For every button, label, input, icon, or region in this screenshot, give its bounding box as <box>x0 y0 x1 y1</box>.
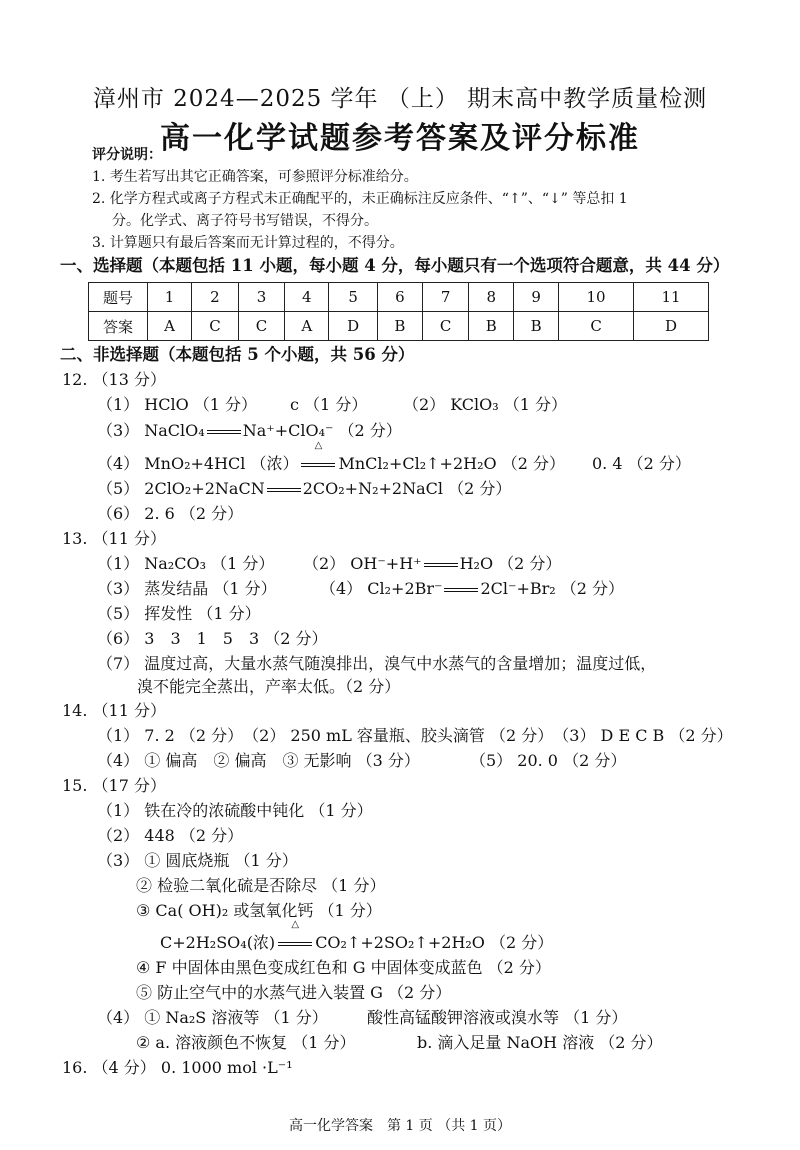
q15-equation <box>160 919 554 954</box>
equal-sign-icon <box>278 942 312 946</box>
q12-heading: 12. （13 分） <box>62 370 166 389</box>
note-2-line1: 2. 化学方程式或离子方程式未正确配平的，未正确标注反应条件、“↑”、“↓” 等总扣 1 <box>92 191 628 207</box>
section1-title: 一、选择题（本题包括 11 小题，每小题 4 分，每小题只有一个选项符合题意，共 44 分） <box>60 256 730 275</box>
q15-heading: 15. （17 分） <box>62 776 166 795</box>
q12-part3 <box>97 420 402 442</box>
q13-part2-product: H₂O （2 分） <box>459 554 562 573</box>
q15-part3-5: ⑤ 防止空气中的水蒸气进入装置 G （2 分） <box>136 983 452 1002</box>
question-number: 8 <box>469 283 514 312</box>
question-number: 5 <box>329 283 378 312</box>
question-number: 9 <box>514 283 559 312</box>
question-number: 1 <box>148 283 192 312</box>
answer-cell: A <box>148 312 192 341</box>
note-1: 1. 考生若写出其它正确答案，可参照评分标准给分。 <box>92 169 418 185</box>
q15-part3-4: ④ F 中固体由黑色变成红色和 G 中固体变成蓝色 （2 分） <box>136 958 551 977</box>
q12-part1-b: c （1 分） <box>290 395 368 414</box>
table-row-answers <box>89 312 709 341</box>
q12-part4 <box>97 440 565 475</box>
q14-part4: （4） ① 偏高 ② 偏高 ③ 无影响 （3 分） <box>97 751 420 770</box>
q15-part2: （2） 448 （2 分） <box>97 826 244 845</box>
q15-part3-2: ② 检验二氧化硫是否除尽 （1 分） <box>136 876 386 895</box>
equal-sign-icon <box>424 563 458 567</box>
row-label-answer: 答案 <box>89 312 148 341</box>
page-footer: 高一化学答案 第 1 页 （共 1 页） <box>288 1118 512 1134</box>
notes-heading: 评分说明： <box>92 147 162 163</box>
q13-part6: （6） 3 3 1 5 3 （2 分） <box>97 629 328 648</box>
question-number: 2 <box>192 283 239 312</box>
q12-part3-product: Na⁺+ClO₄⁻ （2 分） <box>242 421 402 440</box>
answer-cell: B <box>514 312 559 341</box>
q12-part5 <box>97 478 511 500</box>
answer-key-title: 高一化学试题参考答案及评分标准 <box>160 121 640 156</box>
q15-part1: （1） 铁在冷的浓硫酸中钝化 （1 分） <box>97 801 373 820</box>
note-3: 3. 计算题只有最后答案而无计算过程的，不得分。 <box>92 235 404 251</box>
answer-cell: C <box>422 312 469 341</box>
q12-part3-reactant: （3） NaClO₄ <box>97 421 205 440</box>
q12-part4-extra: 0. 4 （2 分） <box>592 454 691 473</box>
q14-heading: 14. （11 分） <box>62 701 166 720</box>
q13-heading: 13. （11 分） <box>62 529 166 548</box>
q13-part1: （1） Na₂CO₃ （1 分） <box>97 554 275 573</box>
q14-part5: （5） 20. 0 （2 分） <box>470 751 627 770</box>
q13-part3: （3） 蒸发结晶 （1 分） <box>97 579 277 598</box>
question-number: 7 <box>422 283 469 312</box>
equal-sign-icon <box>444 588 478 592</box>
q13-part4 <box>320 578 624 600</box>
question-number: 11 <box>634 283 709 312</box>
q15-part4-2b: b. 滴入足量 NaOH 溶液 （2 分） <box>417 1033 663 1052</box>
heat-condition: △ <box>314 440 323 451</box>
q13-part7-line1: （7） 温度过高，大量水蒸气随溴排出，溴气中水蒸气的含量增加；温度过低， <box>97 654 657 673</box>
equal-sign-icon <box>301 463 335 467</box>
table-row-numbers <box>89 283 709 312</box>
answer-cell: A <box>285 312 329 341</box>
q13-part2 <box>303 553 561 575</box>
question-number: 3 <box>238 283 285 312</box>
q13-part7-line2: 溴不能完全蒸出，产率太低。（2 分） <box>137 677 401 696</box>
q13-part4-product: 2Cl⁻+Br₂ （2 分） <box>480 579 625 598</box>
q13-part2-reactant: （2） OH⁻+H⁺ <box>303 554 422 573</box>
heat-equal-sign-icon <box>275 919 315 954</box>
answer-cell: D <box>329 312 378 341</box>
q15-part3-3: ③ Ca( OH)₂ 或氢氧化钙 （1 分） <box>136 901 382 920</box>
equal-sign-icon <box>207 430 241 434</box>
question-number: 4 <box>285 283 329 312</box>
q15-part3-1: （3） ① 圆底烧瓶 （1 分） <box>97 851 298 870</box>
q12-part6: （6） 2. 6 （2 分） <box>97 504 244 523</box>
heat-condition: △ <box>291 919 300 930</box>
question-number: 6 <box>377 283 422 312</box>
answer-cell: C <box>192 312 239 341</box>
row-label-number: 题号 <box>89 283 148 312</box>
choice-answer-table <box>88 282 709 341</box>
q12-part4-reactant: （4） MnO₂+4HCl （浓） <box>97 454 299 473</box>
section2-title: 二、非选择题（本题包括 5 个小题，共 56 分） <box>60 345 415 364</box>
q15-part4-1b: 酸性高锰酸钾溶液或溴水等 （1 分） <box>367 1008 628 1027</box>
q15-part4-1a: （4） ① Na₂S 溶液等 （1 分） <box>97 1008 328 1027</box>
q13-part5: （5） 挥发性 （1 分） <box>97 604 261 623</box>
q16-answer: 16. （4 分） 0. 1000 mol ·L⁻¹ <box>62 1058 293 1077</box>
answer-cell: D <box>634 312 709 341</box>
q15-equation-reactant: C+2H₂SO₄(浓) <box>160 933 276 952</box>
q14-parts-1-3: （1） 7. 2 （2 分） （2） 250 mL 容量瓶、胶头滴管 （2 分） （3） D E C B （2 分） <box>97 726 733 745</box>
answer-cell: C <box>559 312 634 341</box>
q12-part2: （2） KClO₃ （1 分） <box>403 395 568 414</box>
answer-cell: B <box>377 312 422 341</box>
q12-part5-reactant: （5） 2ClO₂+2NaCN <box>97 479 265 498</box>
q12-part5-product: 2CO₂+N₂+2NaCl （2 分） <box>302 479 512 498</box>
question-number: 10 <box>559 283 634 312</box>
answer-cell: C <box>238 312 285 341</box>
q15-equation-product: CO₂↑+2SO₂↑+2H₂O （2 分） <box>315 933 554 952</box>
exam-title: 漳州市 2024—2025 学年 （上） 期末高中教学质量检测 <box>92 86 708 112</box>
q12-part4-product: MnCl₂+Cl₂↑+2H₂O （2 分） <box>338 454 565 473</box>
equal-sign-icon <box>267 488 301 492</box>
heat-equal-sign-icon <box>298 440 338 475</box>
note-2-line2: 分。化学式、离子符号书写错误，不得分。 <box>112 213 378 229</box>
q15-part4-2a: ② a. 溶液颜色不恢复 （1 分） <box>136 1033 356 1052</box>
q12-part1: （1） HClO （1 分） <box>97 395 258 414</box>
answer-cell: B <box>469 312 514 341</box>
q13-part4-reactant: （4） Cl₂+2Br⁻ <box>320 579 443 598</box>
